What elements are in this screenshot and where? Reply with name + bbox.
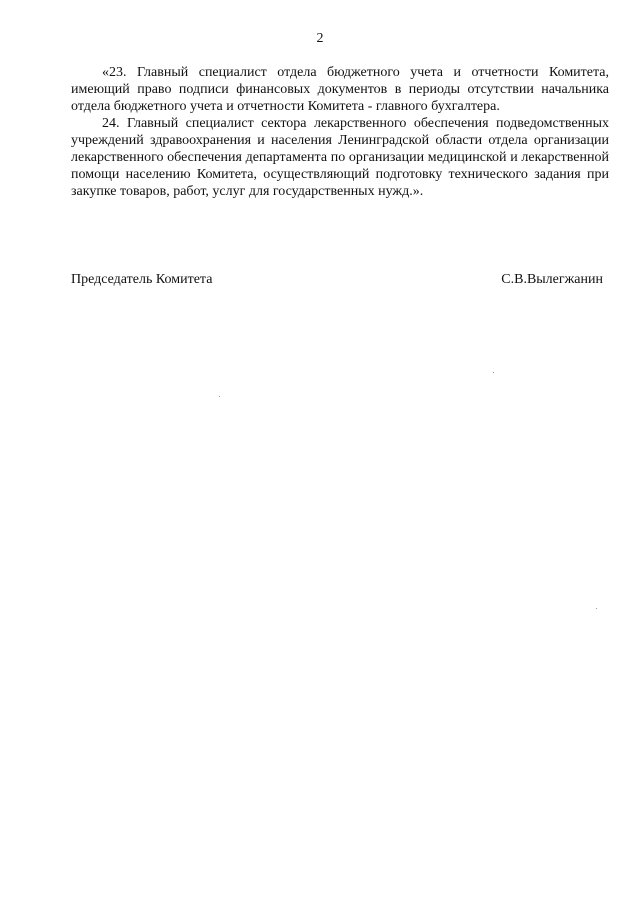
paragraph-23: «23. Главный специалист отдела бюджетного учета и отчетности Комитета, имеющий право подписи финансовых документов в периоды отсутствии начальника отдела бюджетного учета и отчетности Комитета - главного бухгалтера. [71, 65, 609, 114]
scan-speck [493, 372, 494, 373]
page-number: 2 [316, 31, 324, 46]
signatory-name: С.В.Вылегжанин [501, 272, 603, 287]
paragraph-24: 24. Главный специалист сектора лекарственного обеспечения подведомственных учреждений здравоохранения и населения Ленинградской области отдела организации лекарственного обеспечения департамента по организации медицинской и лекарственной помощи населению Комитета, осуществляющий подготовку технического задания при закупке товаров, работ, услуг для государственных нужд.». [71, 116, 609, 199]
scan-speck [596, 608, 597, 609]
signatory-position: Председатель Комитета [71, 272, 213, 287]
document-body [71, 64, 609, 200]
signature-block [71, 272, 603, 288]
scan-speck [219, 396, 220, 397]
